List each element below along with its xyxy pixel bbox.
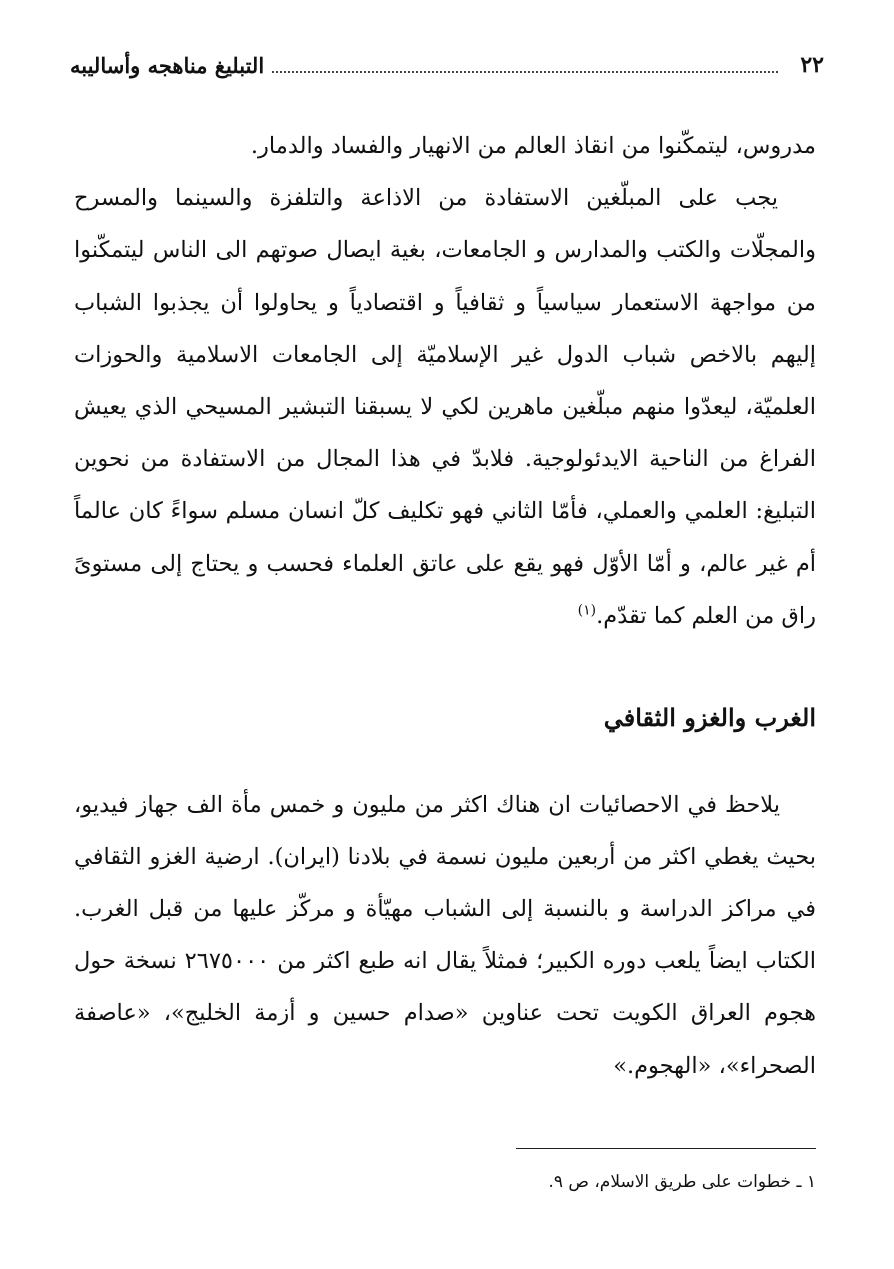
header-dotted-leader: [272, 57, 778, 73]
main-text: [74, 120, 816, 642]
paragraph-continued: مدروس، ليتمكّنوا من انقاذ العالم من الانهيار والفساد والدمار.: [250, 133, 816, 159]
footnote-divider: [516, 1148, 816, 1149]
paragraph-media: [74, 172, 816, 642]
paragraph-media-text: يجب على المبلّغين الاستفادة من الاذاعة والتلفزة والسينما والمسرح والمجلّات والكتب والمدارس و الجامعات، بغية ايصال صوتهم الى الناس ليتمكّنوا من مواجهة الاستعمار سياسياً و ثقافياً و اقتصادياً و يحاولوا أن يجذبوا الشباب إليهم بالاخص شباب الدول غير الإسلاميّة إلى الجامعات الاسلامية والحوزات العلميّة، ليعدّوا منهم مبلّغين ماهرين لكي لا يسبقنا التبشير المسيحي الذي يعيش الفراغ من الناحية الايدئولوجية. فلابدّ في هذا المجال من الاستفادة من نحوين التبليغ: العلمي والعملي، فأمّا الثاني فهو تكليف كلّ انسان مسلم سواءً كان عالماً أم غير عالم، و أمّا الأوّل فهو يقع على عاتق العلماء فحسب و يحتاج إلى مستوىً راق من العلم كما تقدّم.: [74, 185, 816, 629]
footnote-reference: (١): [577, 602, 597, 619]
running-title: التبليغ مناهجه وأساليبه: [70, 52, 265, 78]
page-number: ٢٢: [800, 52, 824, 78]
footnote: ١ ـ خطوات على طريق الاسلام، ص ٩.: [548, 1172, 816, 1192]
section-paragraph: يلاحظ في الاحصائيات ان هناك اكثر من مليون و خمس مأة الف جهاز فيديو، بحيث يغطي اكثر من أربعين مليون نسمة في بلادنا (ايران). ارضية الغزو الثقافي في مراكز الدراسة و بالنسبة إلى الشباب مهيّأة و مركّز عليها من قبل الغرب. الكتاب ايضاً يلعب دوره الكبير؛ فمثلاً يقال انه طبع اكثر من ٢٦٧٥٠٠٠ نسخة حول هجوم العراق الكويت تحت عناوين «صدام حسين و أزمة الخليج»، «عاصفة الصحراء»، «الهجوم.»: [74, 791, 816, 1079]
running-header: [70, 48, 824, 82]
section-heading: الغرب والغزو الثقافي: [603, 703, 816, 732]
